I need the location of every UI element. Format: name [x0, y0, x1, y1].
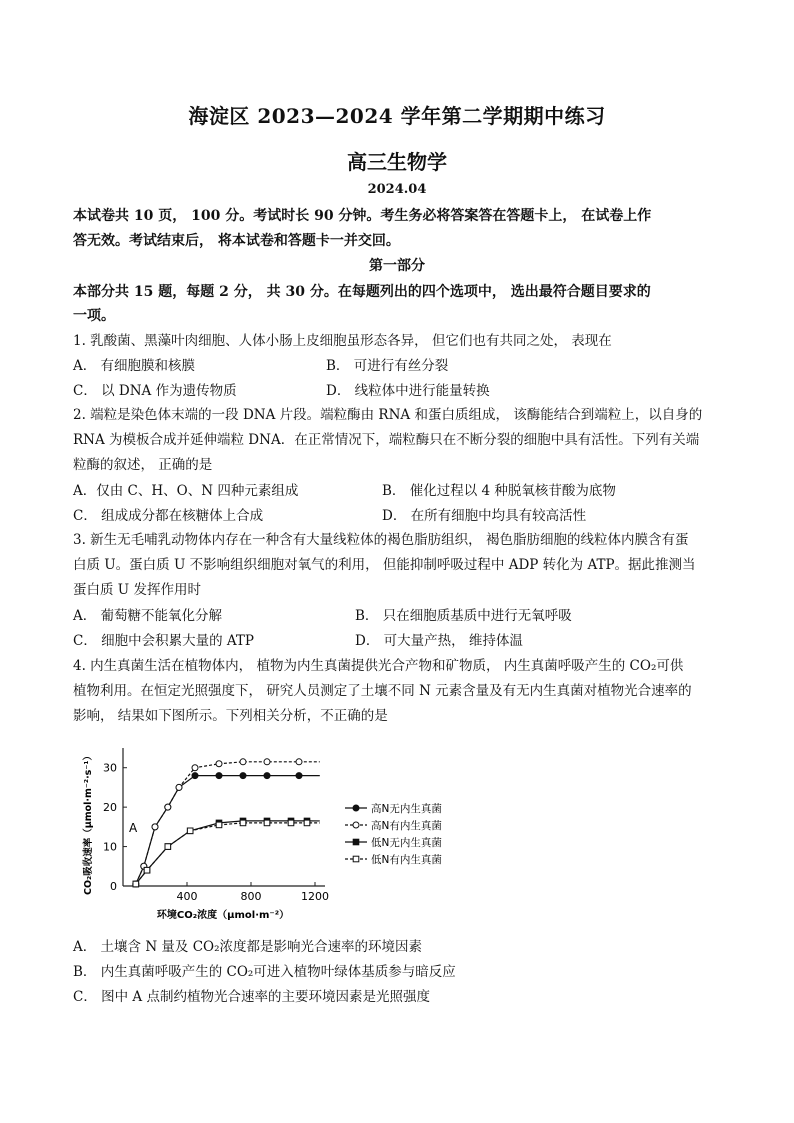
q3-option-a: A． 葡萄糖不能氧化分解 — [73, 608, 223, 624]
q4-option-b: B． 内生真菌呼吸产生的 CO₂可进入植物叶绿体基质参与暗反应 — [73, 964, 456, 980]
q1-option-a: A． 有细胞膜和核膜 — [73, 358, 196, 374]
q1-option-b: B． 可进行有丝分裂 — [326, 358, 449, 374]
data-point-series-1 — [264, 759, 270, 765]
q3-stem-3: 蛋白质 U 发挥作用时 — [73, 582, 201, 598]
data-point-series-3 — [264, 820, 270, 826]
data-point-series-1 — [152, 824, 158, 830]
data-point-series-0 — [264, 773, 270, 779]
data-point-series-1 — [165, 804, 171, 810]
x-tick-label: 800 — [240, 890, 262, 903]
data-point-series-0 — [240, 773, 246, 779]
series-line-2 — [133, 821, 320, 886]
data-point-series-3 — [144, 867, 150, 873]
data-point-series-0 — [216, 773, 222, 779]
exam-title: 海淀区 2023—2024 学年第二学期期中练习 — [188, 104, 606, 128]
q4-option-c: C． 图中 A 点制约植物光合速率的主要环境因素是光照强度 — [73, 989, 430, 1005]
data-point-series-1 — [240, 759, 246, 765]
y-tick-label: 10 — [103, 840, 117, 854]
x-tick-label: 400 — [176, 890, 198, 903]
y-tick-label: 30 — [103, 761, 117, 775]
notice-line-1: 本试卷共 10 页， 100 分。考试时长 90 分钟。考生务必将答案答在答题卡上， 在试卷上作 — [73, 208, 652, 224]
part-title: 第一部分 — [369, 258, 425, 274]
q3-stem-1: 3. 新生无毛哺乳动物体内存在一种含有大量线粒体的褐色脂肪组织， 褐色脂肪细胞的线粒体内膜含有蛋 — [73, 532, 689, 548]
legend-label-1: 高N有内生真菌 — [371, 820, 442, 832]
q3-option-c: C． 细胞中会积累大量的 ATP — [73, 633, 255, 649]
legend-label-3: 低N有内生真菌 — [371, 854, 442, 866]
data-point-series-3 — [165, 844, 171, 850]
data-point-series-1 — [216, 761, 222, 767]
data-point-series-0 — [296, 773, 302, 779]
data-point-series-3 — [288, 820, 294, 826]
exam-date: 2024.04 — [367, 182, 427, 197]
part-intro-2: 一项。 — [73, 308, 115, 324]
data-point-series-3 — [304, 820, 310, 826]
legend-marker-2 — [353, 839, 359, 845]
data-point-series-3 — [133, 881, 139, 887]
data-point-series-0 — [192, 773, 198, 779]
co2-absorption-chart — [73, 728, 475, 924]
data-point-series-1 — [192, 765, 198, 771]
q1-option-d: D． 线粒体中进行能量转换 — [326, 383, 490, 399]
q2-option-a: A．仅由 C、H、O、N 四种元素组成 — [73, 483, 299, 499]
q2-stem-3: 粒酶的叙述， 正确的是 — [73, 457, 213, 473]
legend-marker-1 — [353, 822, 359, 828]
q3-option-b: B． 只在细胞质基质中进行无氧呼吸 — [355, 608, 572, 624]
q4-stem-3: 影响， 结果如下图所示。下列相关分析，不正确的是 — [73, 708, 388, 724]
q2-option-c: C． 组成成分都在核糖体上合成 — [73, 508, 264, 524]
data-point-series-1 — [176, 784, 182, 790]
exam-subject: 高三生物学 — [347, 150, 447, 174]
series-line-0 — [133, 776, 320, 886]
legend-label-0: 高N无内生真菌 — [371, 803, 442, 815]
q1-stem: 1. 乳酸菌、黑藻叶肉细胞、人体小肠上皮细胞虽形态各异， 但它们也有共同之处， 表现在 — [73, 333, 612, 349]
q3-option-d: D． 可大量产热， 维持体温 — [355, 633, 523, 649]
x-tick-label: 1200 — [301, 890, 329, 903]
series-line-3 — [133, 823, 320, 886]
legend-marker-0 — [353, 805, 359, 811]
x-axis-label: 环境CO₂浓度（μmol·m⁻²） — [156, 910, 290, 921]
legend-label-2: 低N无内生真菌 — [371, 837, 442, 849]
point-a-label: A — [129, 821, 138, 835]
data-point-series-3 — [187, 828, 193, 834]
q2-option-d: D． 在所有细胞中均具有较高活性 — [382, 508, 587, 524]
y-tick-label: 20 — [103, 801, 117, 815]
part-intro-1: 本部分共 15 题，每题 2 分， 共 30 分。在每题列出的四个选项中， 选出最符合题目要求的 — [73, 284, 651, 300]
notice-line-2: 答无效。考试结束后， 将本试卷和答题卡一并交回。 — [73, 233, 400, 249]
data-point-series-3 — [216, 822, 222, 828]
legend-marker-3 — [353, 856, 359, 862]
data-point-series-3 — [240, 820, 246, 826]
q2-stem-1: 2. 端粒是染色体末端的一段 DNA 片段。端粒酶由 RNA 和蛋白质组成， 该酶能结合到端粒上，以自身的 — [73, 407, 703, 423]
q1-option-c: C． 以 DNA 作为遗传物质 — [73, 383, 237, 399]
q4-stem-1: 4. 内生真菌生活在植物体内， 植物为内生真菌提供光合产物和矿物质， 内生真菌呼吸产生的 CO₂可供 — [73, 658, 684, 674]
y-tick-label: 0 — [110, 880, 117, 893]
q2-option-b: B． 催化过程以 4 种脱氧核苷酸为底物 — [382, 483, 616, 499]
q4-option-a: A． 土壤含 N 量及 CO₂浓度都是影响光合速率的环境因素 — [73, 939, 423, 955]
data-point-series-1 — [296, 759, 302, 765]
q2-stem-2: RNA 为模板合成并延伸端粒 DNA．在正常情况下，端粒酶只在不断分裂的细胞中具有活性。下列有关端 — [73, 432, 700, 448]
q4-stem-2: 植物利用。在恒定光照强度下， 研究人员测定了土壤不同 N 元素含量及有无内生真菌对植物光合速率的 — [73, 683, 692, 699]
y-axis-label: CO₂吸收速率（μmol·m⁻²·s⁻¹） — [83, 750, 94, 896]
q3-stem-2: 白质 U。蛋白质 U 不影响组织细胞对氧气的利用， 但能抑制呼吸过程中 ADP 转化为 ATP。据此推测当 — [73, 557, 696, 573]
